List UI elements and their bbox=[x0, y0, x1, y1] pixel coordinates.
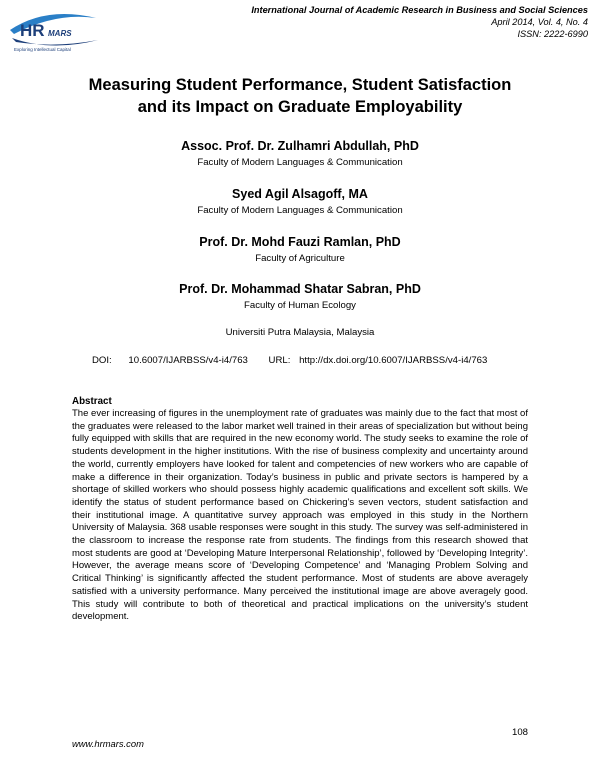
journal-issn: ISSN: 2222-6990 bbox=[517, 29, 588, 39]
url-label: URL: bbox=[268, 355, 291, 366]
author-name: Assoc. Prof. Dr. Zulhamri Abdullah, PhD bbox=[181, 139, 419, 153]
website-link[interactable]: www.hrmars.com bbox=[72, 738, 144, 749]
hrmars-logo bbox=[6, 8, 102, 54]
author-block bbox=[0, 186, 600, 217]
author-name: Prof. Dr. Mohd Fauzi Ramlan, PhD bbox=[199, 235, 401, 249]
author-name: Prof. Dr. Mohammad Shatar Sabran, PhD bbox=[179, 282, 421, 296]
abstract-text: The ever increasing of figures in the unemployment rate of graduates was mainly due to the fact that most of the graduates were released to the labor market well trained in their areas of specialization but without being fully equipped with skills that are required in the new economy world. The study seeks to examine the role of students development in the higher institutions. With the rise of business complexity and uncertainty around the world, currently employers have looked for talent and competencies of new workers who are capable of make a difference in their organization. Today’s business in public and private sectors is hampered by a shortage of skilled workers who should possess highly academic qualifications and excellent soft skills. We identify the status of student performance based on Chickering’s seven vectors, student satisfaction and their institutional image. A quantitative survey approach was employed in this study in the Northern University of Malaysia. 368 usable responses were sought in this study. The survey was self-administered in the classroom to increase the response rate from students. The findings from this research showed that most students are good at ‘Developing Mature Interpersonal Relationship’, followed by ‘Developing Integrity’. However, the average means score of ‘Developing Competence’ and ‘Managing Problem Solving and Critical Thinking’ is significantly affected the student performance. Most of students are above averagely satisfied with a university performance. Many perceived the institutional image are above averagely good. This study will contribute to both of theoretical and practical implications on the university’s student development. bbox=[72, 408, 528, 623]
journal-name: International Journal of Academic Research in Business and Social Sciences bbox=[251, 5, 588, 15]
author-affiliation: Faculty of Human Ecology bbox=[244, 300, 356, 311]
doi-value[interactable]: 10.6007/IJARBSS/v4-i4/763 bbox=[128, 355, 248, 366]
svg-text:Exploring Intellectual Capital: Exploring Intellectual Capital bbox=[14, 47, 71, 52]
university: Universiti Putra Malaysia, Malaysia bbox=[225, 327, 375, 338]
url-link[interactable]: http://dx.doi.org/10.6007/IJARBSS/v4-i4/763 bbox=[299, 355, 488, 366]
author-name: Syed Agil Alsagoff, MA bbox=[232, 187, 368, 201]
author-affiliation: Faculty of Modern Languages & Communication bbox=[197, 157, 403, 168]
svg-text:MARS: MARS bbox=[48, 29, 72, 38]
journal-issue: April 2014, Vol. 4, No. 4 bbox=[491, 17, 588, 27]
author-block bbox=[0, 234, 600, 265]
author-block bbox=[0, 138, 600, 169]
author-block bbox=[0, 281, 600, 312]
paper-title bbox=[40, 74, 560, 118]
page-number: 108 bbox=[511, 727, 528, 738]
paper-title-line-2: and its Impact on Graduate Employability bbox=[137, 98, 463, 116]
author-affiliation: Faculty of Modern Languages & Communication bbox=[197, 205, 403, 216]
doi-line bbox=[92, 355, 487, 366]
paper-title-line-1: Measuring Student Performance, Student Satisfaction bbox=[88, 76, 512, 94]
journal-header bbox=[251, 4, 588, 40]
svg-text:HR: HR bbox=[20, 21, 45, 40]
abstract-heading: Abstract bbox=[72, 396, 112, 407]
hrmars-logo-icon bbox=[6, 8, 102, 54]
doi-label: DOI: bbox=[92, 355, 112, 366]
author-affiliation: Faculty of Agriculture bbox=[255, 253, 345, 264]
